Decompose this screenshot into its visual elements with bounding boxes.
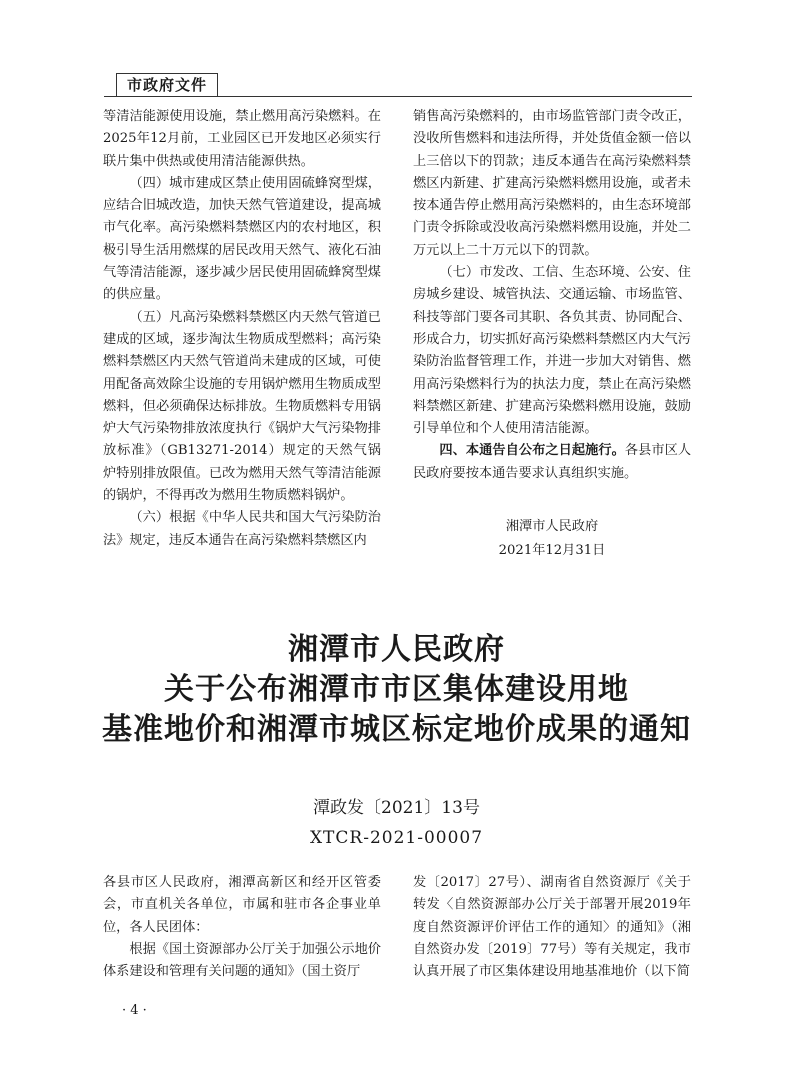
paragraph: 销售高污染燃料的，由市场监管部门责令改正，没收所售燃料和违法所得，并处货值金额一倍以上三倍以下的罚款；违反本通告在高污染燃料禁燃区内新建、扩建高污染燃料燃用设施，或者未按本通告停止燃用高污染燃料的，由生态环境部门责令拆除或没收高污染燃料燃用设施，并处二万元以上二十万元以下的罚款。 xyxy=(413,109,691,258)
signature-date: 2021年12月31日 xyxy=(498,543,606,558)
paragraph: （五）凡高污染燃料禁燃区内天然气管道已建成的区域，逐步淘汰生物质成型燃料；高污染燃料禁燃区内天然气管道尚未建成的区域，可使用配备高效除尘设施的专用锅炉燃用生物质成型燃料，但必须确保达标排放。生物质燃料专用锅炉大气污染物排放浓度执行《锅炉大气污染物排放标准》（GB13271-2014）规定的天然气锅炉特别排放限值。已改为燃用天然气等清洁能源的锅炉，不得再改为燃用生物质燃料锅炉。 xyxy=(103,309,381,504)
article-heading: 四、本通告自公布之日起施行。 xyxy=(439,443,625,459)
document-code: XTCR-2021-00007 xyxy=(309,828,484,848)
running-header xyxy=(104,72,692,98)
paragraph: 发〔2017〕27号）、湖南省自然资源厅《关于转发〈自然资源部办公厅关于部署开展2019年度自然资源评价评估工作的通知〉的通知》（湘自然资办发〔2019〕77号）等有关规定，我市认真开展了市区集体建设用地基准地价（以下简 xyxy=(413,875,691,980)
document-number: 潭政发〔2021〕13号 xyxy=(313,798,480,818)
right-column-bottom xyxy=(413,872,691,983)
paragraph xyxy=(413,440,691,485)
article-text: 各县市区人民政府要按本通告要求认真组织实施。 xyxy=(413,443,692,481)
section-tag: 市政府文件 xyxy=(116,73,218,97)
paragraph: （六）根据《中华人民共和国大气污染防治法》规定，违反本通告在高污染燃料禁燃区内 xyxy=(103,510,381,548)
right-column-top xyxy=(413,106,691,485)
page-number: · 4 · xyxy=(122,1003,147,1018)
paragraph: （七）市发改、工信、生态环境、公安、住房城乡建设、城管执法、交通运输、市场监管、科技等部门要各司其职、各负其责、协同配合、形成合力，切实抓好高污染燃料禁燃区内大气污染防治监督管理工作，并进一步加大对销售、燃用高污染燃料行为的执法力度，禁止在高污染燃料禁燃区新建、扩建高污染燃料燃用设施，鼓励引导单位和个人使用清洁能源。 xyxy=(413,265,691,437)
paragraph: 各县市区人民政府，湘潭高新区和经开区管委会，市直机关各单位，市属和驻市各企事业单位，各人民团体： xyxy=(103,875,381,935)
document-title-line-1: 湘潭市人民政府 xyxy=(288,632,505,667)
paragraph: （四）城市建成区禁止使用固硫蜂窝型煤，应结合旧城改造，加快天然气管道建设，提高城市气化率。高污染燃料禁燃区内的农村地区，积极引导生活用燃煤的居民改用天然气、液化石油气等清洁能源，逐步减少居民使用固硫蜂窝型煤的供应量。 xyxy=(103,175,381,303)
left-column-bottom xyxy=(103,872,381,983)
left-column-top xyxy=(103,106,381,552)
paragraph: 根据《国土资源部办公厅关于加强公示地价体系建设和管理有关问题的通知》（国土资厅 xyxy=(103,941,381,980)
document-title-line-3: 基准地价和湘潭市城区标定地价成果的通知 xyxy=(102,712,691,747)
paragraph: 等清洁能源使用设施，禁止燃用高污染燃料。在2025年12月前，工业园区已开发地区必须实行联片集中供热或使用清洁能源供热。 xyxy=(103,109,381,169)
signature-org: 湘潭市人民政府 xyxy=(505,519,599,534)
document-title-line-2: 关于公布湘潭市市区集体建设用地 xyxy=(164,672,629,707)
